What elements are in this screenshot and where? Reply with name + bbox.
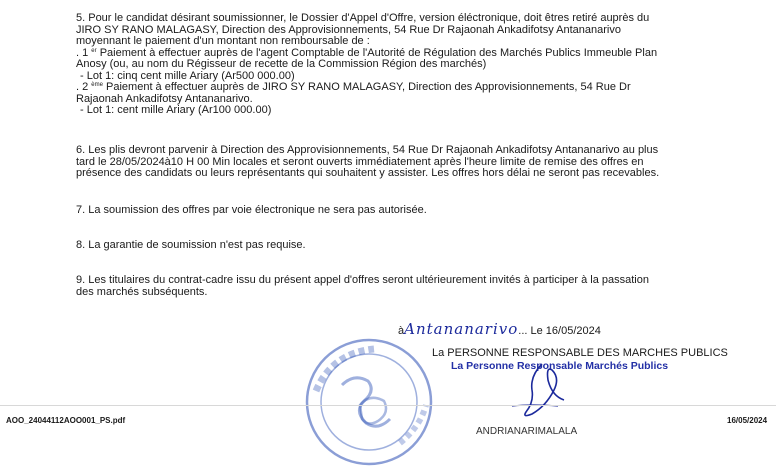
footer-date: 16/05/2024 (727, 416, 768, 425)
p5-line: Rajaonah Ankadifotsy Antananarivo. (76, 92, 253, 105)
p5-lot-line: - Lot 1: cinq cent mille Ariary (Ar500 000.00) (80, 69, 295, 82)
payment-2-number: . 2 (76, 81, 89, 93)
payment-1-ordinal: er (91, 47, 97, 54)
footer-filename: AOO_24044112AOO001_PS.pdf (6, 416, 126, 425)
p5-line: Anosy (ou, au nom du Régisseur de recette de la Commission Région des marchés) (76, 58, 487, 70)
paragraph-7 (76, 205, 716, 217)
p6-line: tard le 28/05/2024à10 H 00 Min locales et seront ouverts immédiatement après l'heure limite de remise des offres en (76, 155, 644, 168)
paragraph-6 (76, 145, 716, 180)
signature-place-date (398, 320, 601, 338)
payment-2-ordinal: ème (91, 82, 103, 88)
official-seal-stamp (302, 335, 436, 469)
p6-line: 6. Les plis devront parvenir à Direction des Approvisionnements, 54 Rue Dr Rajaonah Ankadifotsy Antananarivo au plus (76, 144, 659, 156)
p5-line: JIRO SY RANO MALAGASY, Direction des Approvisionnements, 54 Rue Dr Rajaonah Ankadifotsy Antananarivo (76, 23, 621, 36)
responsible-person-title: La PERSONNE RESPONSABLE DES MARCHES PUBLICS (432, 347, 728, 359)
paragraph-9 (76, 275, 716, 298)
p6-line: présence des candidats ou leurs représentants qui souhaitent y assister. Les offres hors délai ne seront pas recevables. (76, 167, 660, 179)
p5-line: 5. Pour le candidat désirant soumissionner, le Dossier d'Appel d'Offre, version éléctronique, doit êtres retiré auprès du (76, 12, 650, 24)
p5-line: moyennant le paiement d'un montant non remboursable de : (76, 35, 370, 47)
p8-line: 8. La garantie de soumission n'est pas requise. (76, 239, 306, 251)
signer-name: ANDRIANARIMALALA (476, 426, 578, 437)
p7-line: 7. La soumission des offres par voie électronique ne sera pas autorisée. (76, 204, 427, 216)
handwritten-place: Antananarivo (404, 320, 519, 338)
signature-date: Le 16/05/2024 (530, 325, 601, 337)
paragraph-8 (76, 240, 716, 252)
p9-line: 9. Les titulaires du contrat-cadre issu du présent appel d'offres seront ultérieurement invités à participer à la passation (76, 274, 649, 286)
payment-1-text: Paiement à effectuer auprès de l'agent Comptable de l'Autorité de Régulation des Marchés Publics Immeuble Plan (96, 46, 658, 59)
payment-2-text: Paiement à effectuer auprès de JIRO SY RANO MALAGASY, Direction des Approvisionnements, 54 Rue Dr (102, 81, 631, 93)
place-prefix: à (398, 325, 405, 337)
responsible-person-stamp: La Personne Responsable Marchés Publics (451, 360, 669, 372)
p9-line: des marchés subséquents. (76, 285, 208, 298)
payment-1-number: . 1 (76, 46, 89, 59)
p5-line-payment-2 (76, 82, 716, 94)
handwritten-signature (502, 360, 574, 420)
p5-lot-line: - Lot 1: cent mille Ariary (Ar100 000.00) (80, 104, 272, 116)
paragraph-5 (76, 13, 716, 117)
footer-divider (0, 405, 776, 406)
dots: ... (518, 325, 531, 337)
